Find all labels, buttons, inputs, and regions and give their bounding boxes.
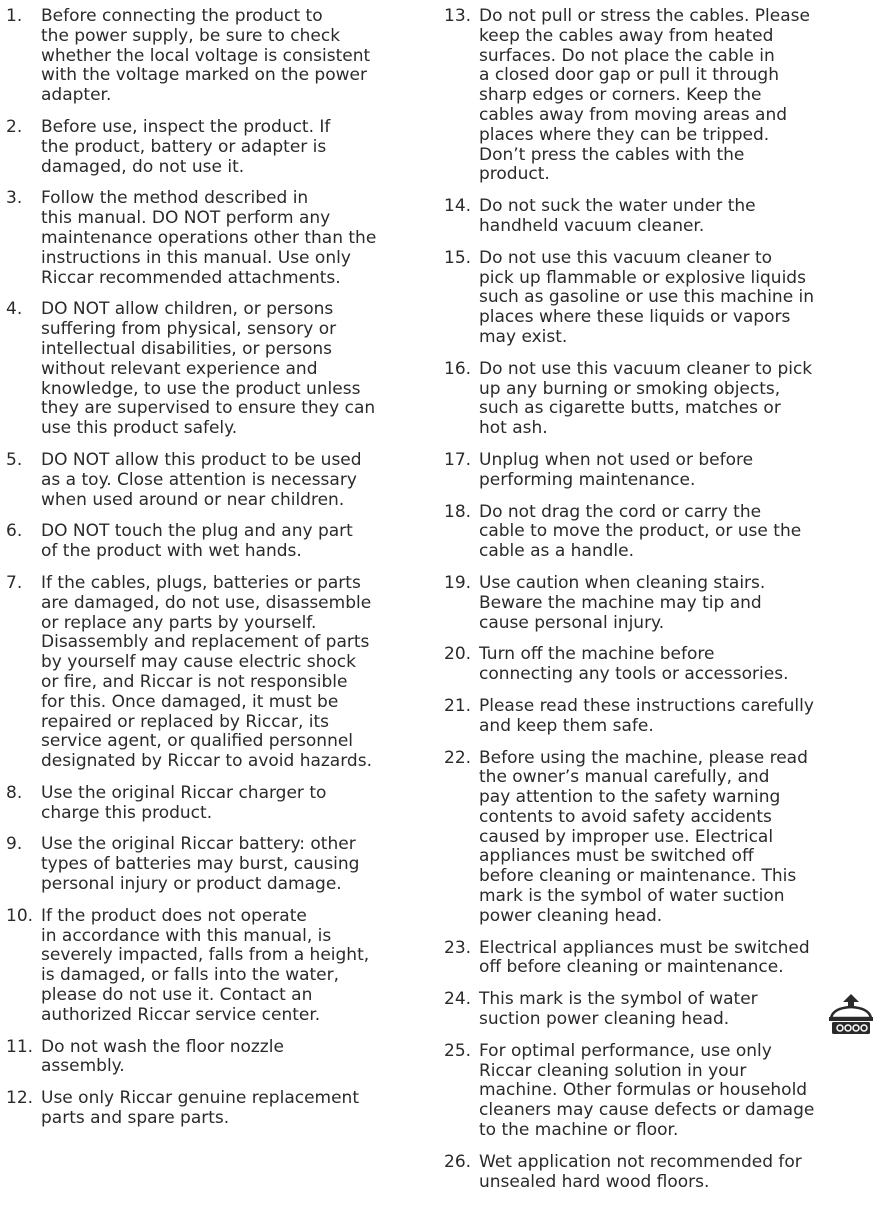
item-text: Do not drag the cord or carry the cable to move the product, or use the cable as a handle. <box>479 501 802 562</box>
item-text: Use only Riccar genuine replacement parts and spare parts. <box>41 1088 359 1129</box>
item-number: 4. <box>6 299 23 320</box>
item-text: Follow the method described in this manual. DO NOT perform any maintenance operations other than the instructions in this manual. Use only Riccar recommended attachments. <box>41 188 377 288</box>
item-text: DO NOT allow this product to be used as a toy. Close attention is necessary when used around or near children. <box>41 449 362 510</box>
item-text: Use the original Riccar charger to charge this product. <box>41 782 327 823</box>
item-text: Use caution when cleaning stairs. Beware the machine may tip and cause personal injury. <box>479 572 766 633</box>
item-text: Do not wash the floor nozzle assembly. <box>41 1036 284 1077</box>
instruction-item-23 <box>444 939 884 979</box>
item-number: 24. <box>444 989 472 1010</box>
item-text: Unplug when not used or before performing maintenance. <box>479 449 754 490</box>
item-number: 5. <box>6 449 23 470</box>
item-text: Do not pull or stress the cables. Please keep the cables away from heated surfaces. Do not place the cable in a closed door gap or pull it through sharp edges or corners. Keep the cables away from moving areas and places where they can be tripped. Don’t press the cables with the product. <box>479 6 810 185</box>
item-number: 19. <box>444 572 472 593</box>
item-number: 2. <box>6 116 23 137</box>
water-suction-cleaning-head-icon <box>825 992 877 1036</box>
instruction-item-4 <box>6 300 430 439</box>
instruction-item-13 <box>444 7 884 185</box>
item-text: DO NOT touch the plug and any part of the product with wet hands. <box>41 521 353 562</box>
item-text: If the cables, plugs, batteries or parts are damaged, do not use, disassemble or replace any parts by yourself. Disassembly and replacement of parts by yourself may cause electric shock or fire, and Riccar is not responsible for this. Once damaged, it must be repaired or replaced by Riccar, its service agent, or qualified personnel designated by Riccar to avoid hazards. <box>41 572 372 772</box>
item-number: 14. <box>444 196 472 217</box>
instruction-item-20 <box>444 645 884 685</box>
item-number: 22. <box>444 747 472 768</box>
item-number: 25. <box>444 1040 472 1061</box>
item-number: 23. <box>444 937 472 958</box>
item-text: Do not use this vacuum cleaner to pick up any burning or smoking objects, such as cigarette butts, matches or hot ash. <box>479 358 813 439</box>
instruction-item-22 <box>444 749 884 927</box>
left-column <box>6 7 430 1214</box>
instruction-item-21 <box>444 697 884 737</box>
item-number: 18. <box>444 501 472 522</box>
item-text: Before use, inspect the product. If the product, battery or adapter is damaged, do not use it. <box>41 116 331 177</box>
instruction-item-25 <box>444 1042 884 1141</box>
item-text: DO NOT allow children, or persons suffering from physical, sensory or intellectual disabilities, or persons without relevant experience and knowledge, to use the product unless they are supervised to ensure they can use this product safely. <box>41 299 376 439</box>
right-column <box>444 7 884 1214</box>
item-number: 15. <box>444 247 472 268</box>
item-number: 13. <box>444 6 472 26</box>
item-number: 1. <box>6 6 23 26</box>
instruction-item-18 <box>444 503 884 562</box>
item-number: 8. <box>6 782 23 803</box>
item-number: 7. <box>6 572 23 593</box>
instruction-item-19 <box>444 574 884 633</box>
item-text: This mark is the symbol of water suction power cleaning head. <box>479 989 758 1030</box>
item-text: Do not use this vacuum cleaner to pick up flammable or explosive liquids such as gasoline or use this machine in places where these liquids or vapors may exist. <box>479 247 815 347</box>
instruction-item-6 <box>6 522 430 562</box>
instruction-item-8 <box>6 784 430 824</box>
item-text: For optimal performance, use only Riccar cleaning solution in your machine. Other formulas or household cleaners may cause defects or damage to the machine or floor. <box>479 1040 815 1141</box>
item-text: Do not suck the water under the handheld vacuum cleaner. <box>479 196 756 236</box>
item-text: Electrical appliances must be switched off before cleaning or maintenance. <box>479 937 810 978</box>
instruction-item-5 <box>6 451 430 510</box>
instruction-item-17 <box>444 451 884 491</box>
item-number: 10. <box>6 905 34 926</box>
instruction-item-26 <box>444 1153 884 1193</box>
item-number: 16. <box>444 358 472 379</box>
item-text: Before connecting the product to the power supply, be sure to check whether the local voltage is consistent with the voltage marked on the power adapter. <box>41 6 371 106</box>
instruction-item-1 <box>6 7 430 106</box>
item-number: 11. <box>6 1036 34 1057</box>
instruction-item-16 <box>444 360 884 439</box>
instruction-item-15 <box>444 249 884 348</box>
instruction-item-2 <box>6 118 430 177</box>
item-number: 20. <box>444 644 472 665</box>
instruction-item-11 <box>6 1038 430 1078</box>
instruction-item-10 <box>6 907 430 1026</box>
item-text: Wet application not recommended for unsealed hard wood floors. <box>479 1151 802 1192</box>
instruction-item-24 <box>444 990 884 1030</box>
item-number: 3. <box>6 188 23 209</box>
item-text: Turn off the machine before connecting any tools or accessories. <box>479 644 789 685</box>
instruction-item-12 <box>6 1089 430 1129</box>
item-number: 9. <box>6 834 23 855</box>
item-number: 6. <box>6 521 23 542</box>
item-number: 17. <box>444 449 472 470</box>
item-text: Before using the machine, please read the owner’s manual carefully, and pay attention to the safety warning contents to avoid safety accidents caused by improper use. Electrical appliances must be switched off before cleaning or maintenance. This mark is the symbol of water suction power cleaning head. <box>479 747 808 926</box>
item-number: 26. <box>444 1151 472 1172</box>
instruction-item-9 <box>6 835 430 894</box>
item-number: 12. <box>6 1088 34 1109</box>
instruction-item-14 <box>444 197 884 237</box>
item-text: If the product does not operate in accordance with this manual, is severely impacted, falls from a height, is damaged, or falls into the water, please do not use it. Contact an authorized Riccar service center. <box>41 905 370 1025</box>
item-number: 21. <box>444 695 472 716</box>
instruction-item-7 <box>6 574 430 772</box>
instruction-item-3 <box>6 189 430 288</box>
item-text: Use the original Riccar battery: other types of batteries may burst, causing personal injury or product damage. <box>41 834 360 895</box>
item-text: Please read these instructions carefully and keep them safe. <box>479 695 814 736</box>
